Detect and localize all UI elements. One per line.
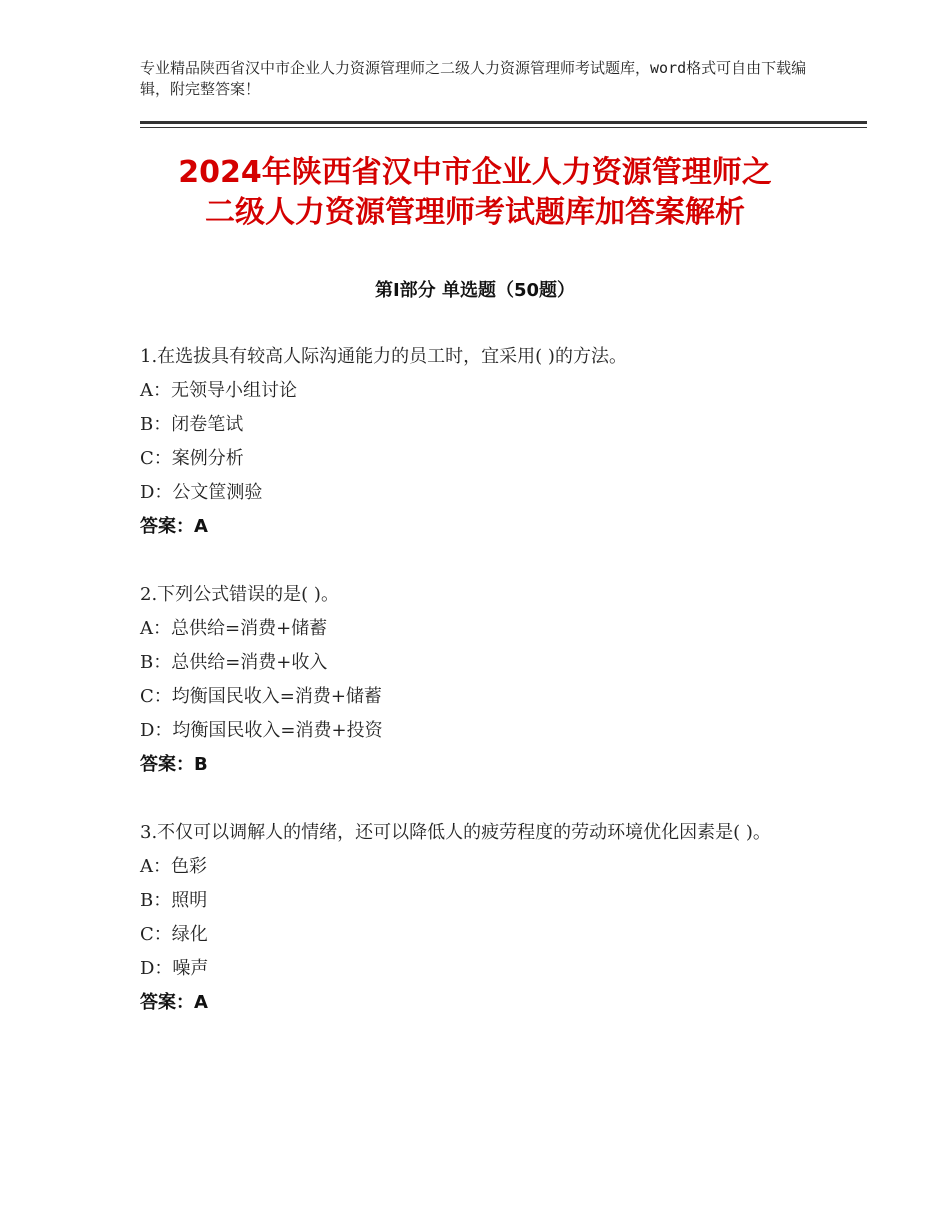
option-b: B：闭卷笔试 [140, 414, 244, 435]
option-a: A：无领导小组讨论 [140, 380, 297, 401]
question-1 [140, 340, 820, 544]
option-c: C：案例分析 [140, 448, 244, 469]
option-b: B：照明 [140, 890, 208, 911]
section-title: 第Ⅰ部分 单选题（50题） [374, 280, 575, 301]
header-note: 专业精品陕西省汉中市企业人力资源管理师之二级人力资源管理师考试题库，word格式可自由下载编辑，附完整答案！ [140, 59, 807, 98]
option-d: D：噪声 [140, 958, 209, 979]
question-list [140, 340, 820, 1054]
question-stem: 3.不仅可以调解人的情绪，还可以降低人的疲劳程度的劳动环境优化因素是( )。 [140, 822, 771, 843]
option-c: C：均衡国民收入=消费+储蓄 [140, 686, 382, 707]
option-d: D：公文筐测验 [140, 482, 263, 503]
answer: 答案：B [140, 754, 208, 775]
answer: 答案：A [140, 992, 208, 1013]
question-stem: 2.下列公式错误的是( )。 [140, 584, 339, 605]
question-2 [140, 578, 820, 782]
option-d: D：均衡国民收入=消费+投资 [140, 720, 383, 741]
title-line-2: 二级人力资源管理师考试题库加答案解析 [205, 195, 745, 230]
document-title [90, 153, 860, 233]
question-stem: 1.在选拔具有较高人际沟通能力的员工时，宜采用( )的方法。 [140, 346, 627, 367]
header-rule-thick [140, 121, 867, 124]
title-line-1: 2024年陕西省汉中市企业人力资源管理师之 [178, 155, 772, 190]
question-3 [140, 816, 820, 1020]
option-a: A：总供给=消费+储蓄 [140, 618, 328, 639]
option-b: B：总供给=消费+收入 [140, 652, 328, 673]
option-c: C：绿化 [140, 924, 208, 945]
option-a: A：色彩 [140, 856, 207, 877]
answer: 答案：A [140, 516, 208, 537]
header-rule-thin [140, 127, 867, 128]
